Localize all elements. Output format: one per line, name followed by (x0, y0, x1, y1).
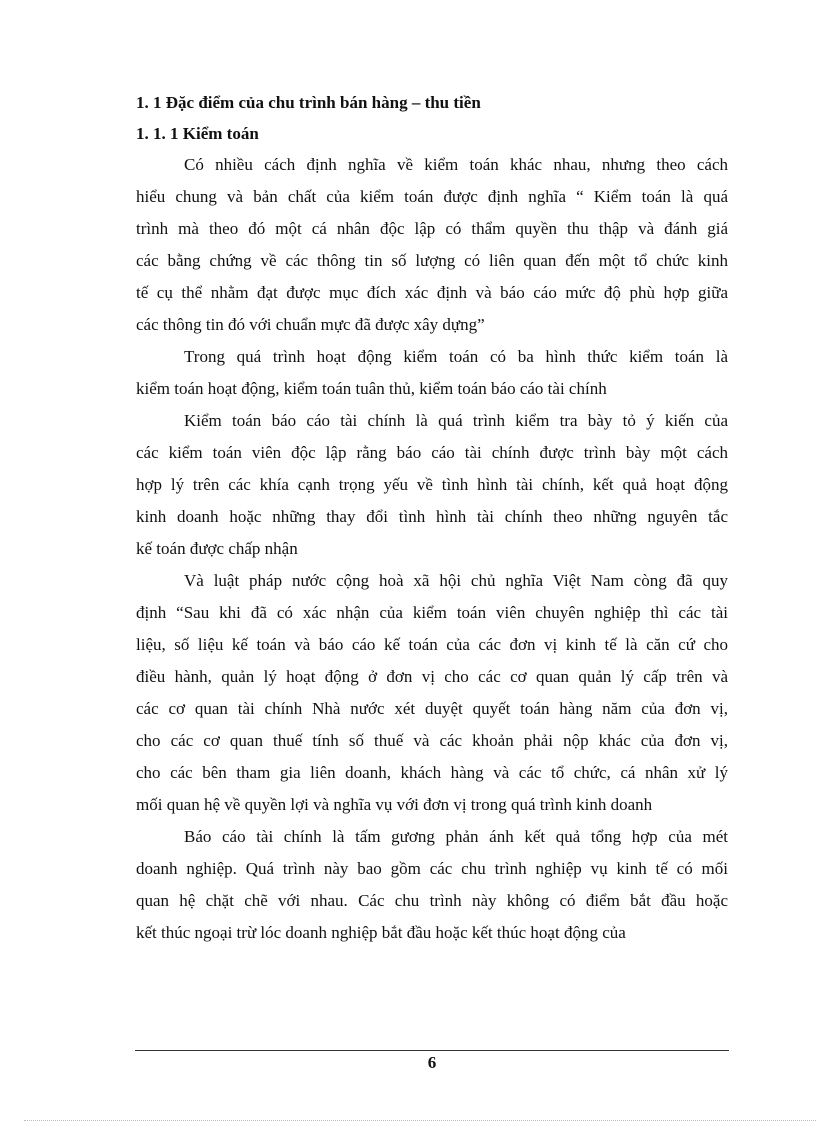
paragraph-line: kinh doanh hoặc những thay đổi tình hình tài chính theo những nguyên tắc (136, 507, 728, 526)
paragraph-line: cho các bên tham gia liên doanh, khách hàng và các tổ chức, cá nhân xử lý (136, 763, 728, 782)
page-edge-divider (24, 1120, 816, 1121)
paragraph-line: Và luật pháp nước cộng hoà xã hội chủ nghĩa Việt Nam còng đã quy (184, 571, 728, 590)
page-number: 6 (427, 1053, 437, 1072)
paragraph-line: Báo cáo tài chính là tấm gương phản ánh kết quả tổng hợp của mét (184, 827, 728, 846)
paragraph-line: kết thúc ngoại trừ lóc doanh nghiệp bắt đầu hoặc kết thúc hoạt động của (136, 923, 626, 942)
paragraph-line: các bằng chứng về các thông tin số lượng có liên quan đến một tổ chức kinh (136, 251, 728, 270)
paragraph-line: mối quan hệ về quyền lợi và nghĩa vụ với đơn vị trong quá trình kinh doanh (136, 795, 653, 814)
paragraph-1 (136, 149, 728, 341)
paragraph-2 (136, 341, 728, 405)
paragraph-line: các kiểm toán viên độc lập rằng báo cáo tài chính được trình bày một cách (136, 443, 728, 462)
paragraph-line: các thông tin đó với chuẩn mực đã được xây dựng” (136, 315, 485, 334)
paragraph-line: Trong quá trình hoạt động kiểm toán có ba hình thức kiểm toán là (184, 347, 728, 366)
paragraph-line: kế toán được chấp nhận (136, 539, 298, 558)
subsection-heading: 1. 1. 1 Kiểm toán (136, 124, 259, 143)
paragraph-line: hợp lý trên các khía cạnh trọng yếu về tình hình tài chính, kết quả hoạt động (136, 475, 728, 494)
paragraph-line: định “Sau khi đã có xác nhận của kiểm toán viên chuyên nghiệp thì các tài (136, 603, 728, 622)
paragraph-line: cho các cơ quan thuế tính số thuế và các khoản phải nộp khác của đơn vị, (136, 731, 728, 750)
paragraph-line: các cơ quan tài chính Nhà nước xét duyệt quyết toán hàng năm của đơn vị, (136, 699, 728, 718)
paragraph-3 (136, 405, 728, 565)
paragraph-line: tế cụ thể nhằm đạt được mục đích xác định và báo cáo mức độ phù hợp giữa (136, 283, 728, 302)
paragraph-line: liệu, số liệu kế toán và báo cáo kế toán của các đơn vị kinh tế là căn cứ cho (136, 635, 728, 654)
paragraph-4 (136, 565, 728, 821)
paragraph-line: Kiểm toán báo cáo tài chính là quá trình kiểm tra bày tỏ ý kiến của (184, 411, 728, 430)
paragraph-line: điều hành, quản lý hoạt động ở đơn vị cho các cơ quan quản lý cấp trên và (136, 667, 728, 686)
footer-divider (135, 1050, 729, 1051)
paragraph-line: doanh nghiệp. Quá trình này bao gồm các chu trình nghiệp vụ kinh tế có mối (136, 859, 728, 878)
paragraph-5 (136, 821, 728, 949)
paragraph-line: hiểu chung và bản chất của kiểm toán được định nghĩa “ Kiểm toán là quá (136, 187, 728, 206)
paragraph-line: trình mà theo đó một cá nhân độc lập có thẩm quyền thu thập và đánh giá (136, 219, 728, 238)
paragraph-line: kiểm toán hoạt động, kiểm toán tuân thủ, kiểm toán báo cáo tài chính (136, 379, 607, 398)
section-heading: 1. 1 Đặc điểm của chu trình bán hàng – thu tiền (136, 93, 481, 112)
paragraph-line: Có nhiều cách định nghĩa về kiểm toán khác nhau, nhưng theo cách (184, 155, 728, 174)
paragraph-line: quan hệ chặt chẽ với nhau. Các chu trình này không có điểm bắt đầu hoặc (136, 891, 728, 910)
page-body (136, 87, 728, 949)
